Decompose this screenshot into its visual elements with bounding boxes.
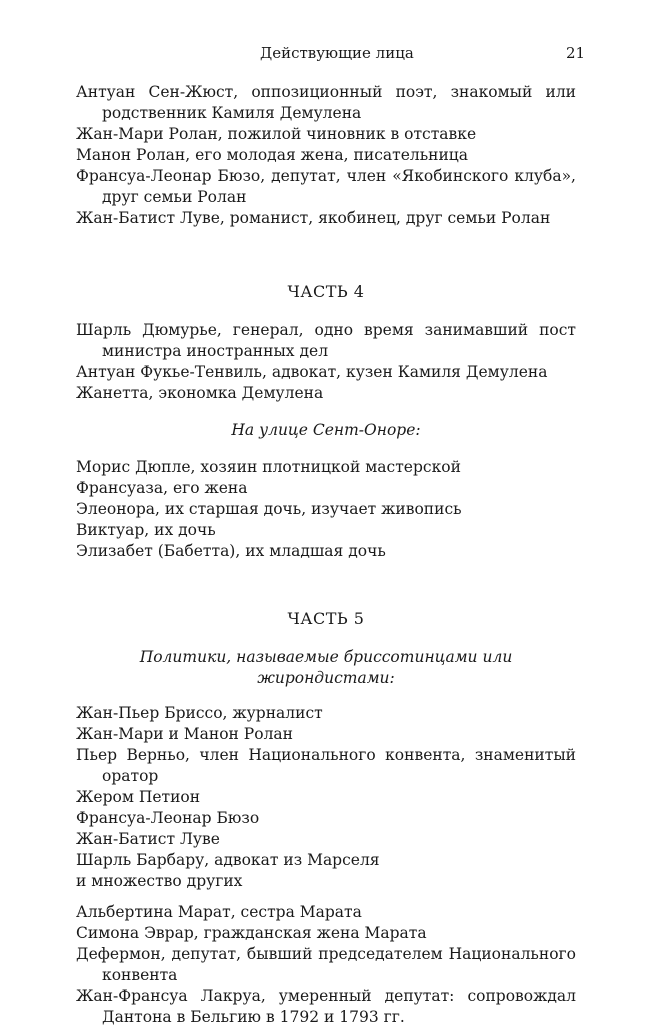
cast-entry: Элеонора, их старшая дочь, изучает живопись	[76, 500, 462, 518]
cast-entry: Франсуа-Леонар Бюзо, депутат, член «Якобинского клуба», друг семьи Ролан	[76, 167, 576, 206]
cast-entry: Жером Петион	[76, 788, 201, 806]
cast-entry: Манон Ролан, его молодая жена, писательница	[76, 146, 469, 164]
cast-entry: Антуан Фукье-Тенвиль, адвокат, кузен Камиля Демулена	[76, 363, 548, 381]
cast-entry: Франсуа-Леонар Бюзо	[76, 809, 260, 827]
part-4-heading: ЧАСТЬ 4	[287, 282, 365, 301]
cast-entry: Виктуар, их дочь	[76, 521, 216, 539]
cast-entry: Альбертина Марат, сестра Марата	[76, 903, 362, 921]
cast-entry: Морис Дюпле, хозяин плотницкой мастерской	[76, 458, 461, 476]
cast-entry: Жан-Батист Луве	[76, 830, 220, 848]
cast-entry: Элизабет (Бабетта), их младшая дочь	[76, 542, 386, 560]
running-head	[0, 44, 667, 68]
cast-entry: Франсуаза, его жена	[76, 479, 248, 497]
cast-entry: Жан-Мари и Манон Ролан	[76, 725, 293, 743]
part-4-subheading: На улице Сент-Оноре:	[231, 421, 421, 439]
cast-entry: Жан-Мари Ролан, пожилой чиновник в отставке	[76, 125, 477, 143]
cast-entry: и множество других	[76, 872, 243, 890]
page-number: 21	[566, 44, 586, 62]
cast-entry: Жан-Пьер Бриссо, журналист	[76, 704, 323, 722]
cast-entry: Шарль Дюмурье, генерал, одно время занимавший пост министра иностранных дел	[76, 321, 576, 360]
part-5-heading: ЧАСТЬ 5	[287, 609, 365, 628]
cast-entry: Шарль Барбару, адвокат из Марселя	[76, 851, 380, 869]
cast-entry: Симона Эврар, гражданская жена Марата	[76, 924, 427, 942]
cast-entry: Жан-Франсуа Лакруа, умеренный депутат: сопровождал Дантона в Бельгию в 1792 и 1793 гг.	[76, 987, 576, 1026]
cast-entry: Пьер Верньо, член Национального конвента, знаменитый оратор	[76, 746, 576, 785]
cast-entry: Жанетта, экономка Демулена	[76, 384, 324, 402]
running-title: Действующие лица	[260, 44, 414, 62]
cast-list	[76, 82, 576, 1028]
cast-entry: Жан-Батист Луве, романист, якобинец, друг семьи Ролан	[76, 209, 551, 227]
part-5-subheading: Политики, называемые бриссотинцами или жирондистами:	[139, 648, 513, 687]
cast-entry: Антуан Сен-Жюст, оппозиционный поэт, знакомый или родственник Камиля Демулена	[76, 83, 576, 122]
cast-entry: Дефермон, депутат, бывший председателем Национального конвента	[76, 945, 576, 984]
